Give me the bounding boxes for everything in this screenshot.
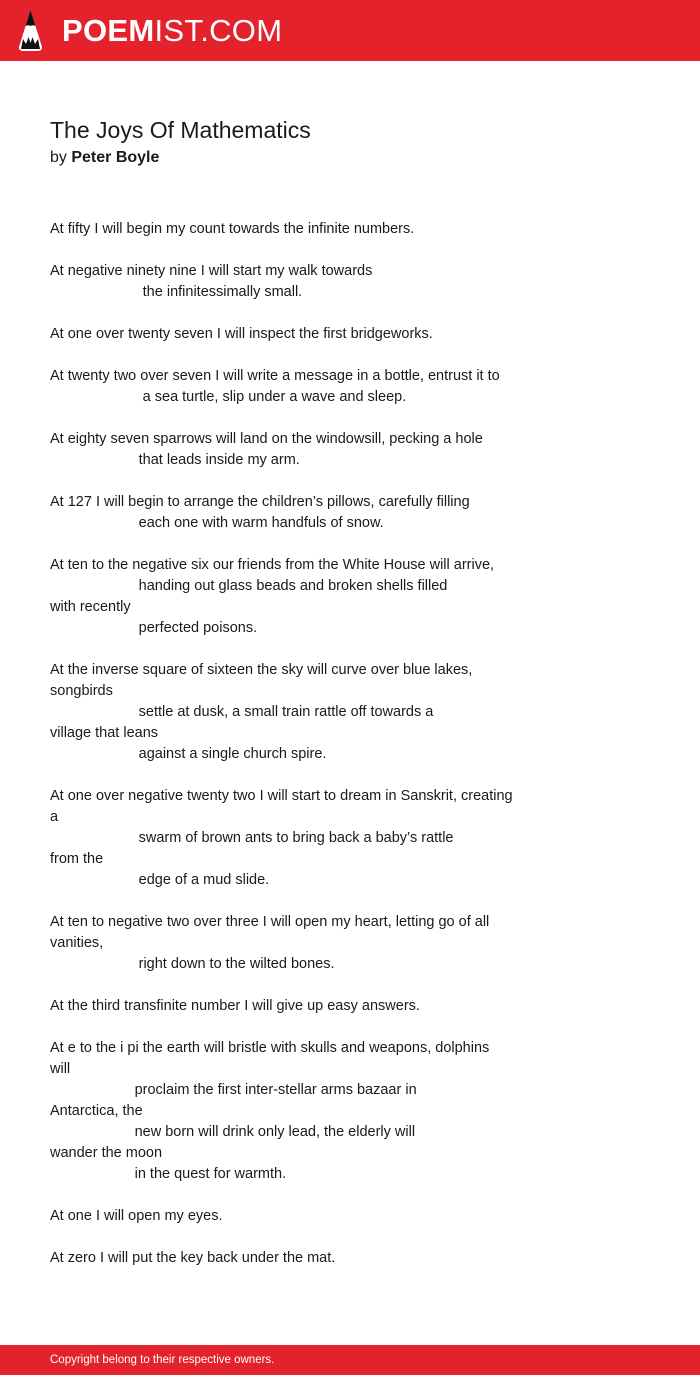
poem-line: At negative ninety nine I will start my walk towards [50, 263, 373, 279]
by-label: by [50, 149, 67, 166]
poem-line: At the third transfinite number I will give up easy answers. [50, 998, 420, 1014]
poem-line: songbirds [50, 683, 113, 699]
poem-line: settle at dusk, a small train rattle off towards a [50, 704, 434, 720]
poem-line: that leads inside my arm. [50, 452, 300, 468]
poem-line: from the [50, 851, 104, 867]
site-footer [0, 1345, 700, 1375]
stanza-break [50, 345, 650, 366]
poem-line: proclaim the first inter-stellar arms bazaar in [50, 1082, 417, 1098]
logo-light-text: IST.COM [154, 13, 283, 48]
poem-line: At one I will open my eyes. [50, 1208, 223, 1224]
poem-body [50, 219, 650, 1269]
poem-line: At 127 I will begin to arrange the children’s pillows, carefully filling [50, 494, 470, 510]
poem-line: a [50, 809, 59, 825]
poem-line: in the quest for warmth. [50, 1166, 287, 1182]
poem-line: edge of a mud slide. [50, 872, 270, 888]
stanza-break [50, 303, 650, 324]
poem-line: with recently [50, 599, 131, 615]
logo-bold-text: POEM [62, 13, 155, 48]
stanza-break [50, 1017, 650, 1038]
stanza-break [50, 408, 650, 429]
poem-line: perfected poisons. [50, 620, 258, 636]
stanza-break [50, 765, 650, 786]
poem-line: At the inverse square of sixteen the sky will curve over blue lakes, [50, 662, 473, 678]
stanza-break [50, 240, 650, 261]
poem-line: a sea turtle, slip under a wave and sleep. [50, 389, 407, 405]
poem-line: Antarctica, the [50, 1103, 143, 1119]
site-header [0, 0, 700, 61]
poem-line: handing out glass beads and broken shells filled [50, 578, 448, 594]
stanza-break [50, 639, 650, 660]
poem-line: At ten to negative two over three I will open my heart, letting go of all [50, 914, 490, 930]
stanza-break [50, 975, 650, 996]
pencil-tip-icon[interactable] [18, 9, 43, 52]
author-name: Peter Boyle [71, 149, 160, 166]
poem-line: wander the moon [50, 1145, 163, 1161]
poem-line: At one over twenty seven I will inspect the first bridgeworks. [50, 326, 433, 342]
poem-line: the infinitessimally small. [50, 284, 303, 300]
poem-line: At zero I will put the key back under the mat. [50, 1250, 336, 1266]
stanza-break [50, 534, 650, 555]
stanza-break [50, 1185, 650, 1206]
poem-line: vanities, [50, 935, 104, 951]
byline [50, 149, 159, 167]
stanza-break [50, 471, 650, 492]
poem-line: At eighty seven sparrows will land on the windowsill, pecking a hole [50, 431, 483, 447]
poem-line: At e to the i pi the earth will bristle with skulls and weapons, dolphins [50, 1040, 490, 1056]
poem-line: swarm of brown ants to bring back a baby’s rattle [50, 830, 454, 846]
poem-line: each one with warm handfuls of snow. [50, 515, 384, 531]
stanza-break [50, 891, 650, 912]
poem-line: village that leans [50, 725, 159, 741]
stanza-break [50, 1227, 650, 1248]
poem-title: The Joys Of Mathematics [50, 117, 311, 143]
copyright-text: Copyright belong to their respective owners. [50, 1354, 275, 1366]
poem-line: right down to the wilted bones. [50, 956, 335, 972]
poem-line: At twenty two over seven I will write a message in a bottle, entrust it to [50, 368, 500, 384]
poem-line: will [50, 1061, 71, 1077]
poem-line: new born will drink only lead, the elderly will [50, 1124, 416, 1140]
poem-line: At one over negative twenty two I will start to dream in Sanskrit, creating [50, 788, 513, 804]
site-logo[interactable] [62, 11, 282, 51]
poem-line: At ten to the negative six our friends from the White House will arrive, [50, 557, 495, 573]
poem-line: At fifty I will begin my count towards the infinite numbers. [50, 221, 415, 237]
poem-line: against a single church spire. [50, 746, 327, 762]
